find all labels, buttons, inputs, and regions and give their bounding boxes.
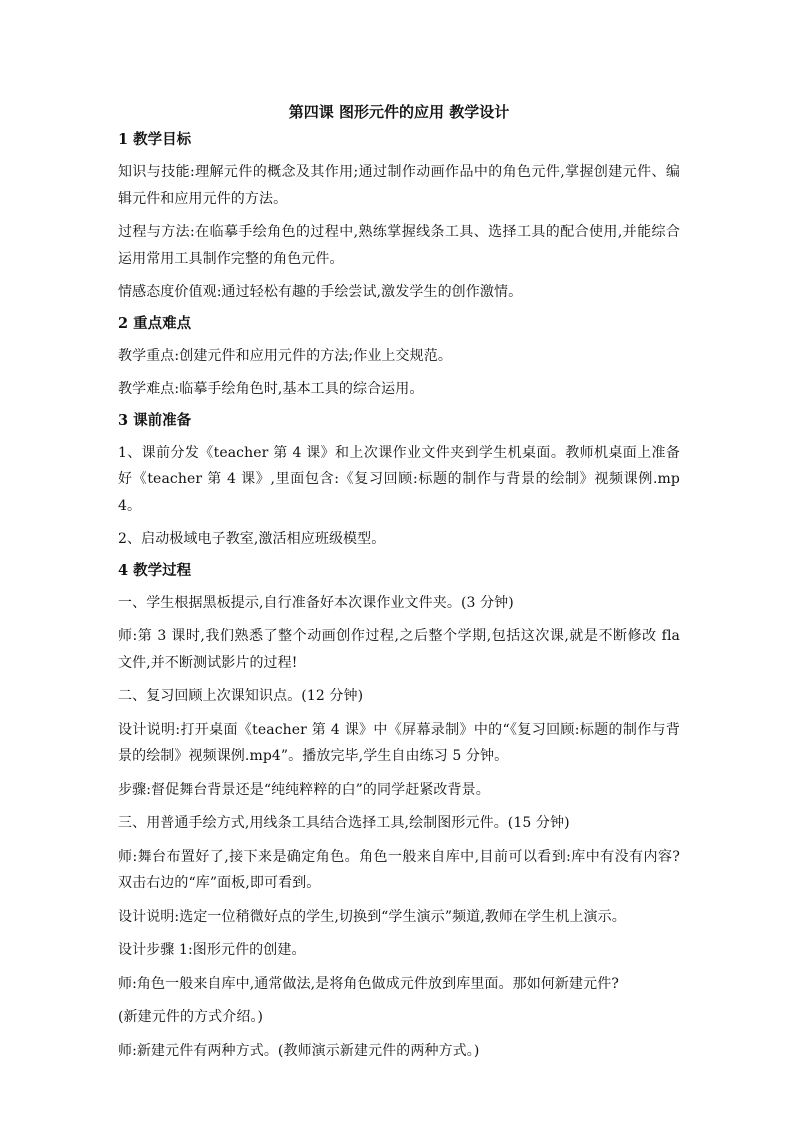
paragraph-attitude-values: 情感态度价值观:通过轻松有趣的手绘尝试,激发学生的创作激情。 [118,284,523,300]
paragraph-process-10: 师:角色一般来自库中,通常做法,是将角色做成元件放到库里面。那如何新建元件? [118,975,619,992]
paragraph-process-4: 设计说明:打开桌面《teacher 第 4 课》中《屏幕录制》中的“《复习回顾:标题的制作与背景的绘制》视频课例.mp4”。播放完毕,学生自由练习 5 分钟。 [118,721,680,764]
paragraph-key-point: 教学重点:创建元件和应用元件的方法;作业上交规范。 [118,347,452,364]
document-title: 第四课 图形元件的应用 教学设计 [288,103,510,121]
paragraph-process-9: 设计步骤 1:图形元件的创建。 [118,942,306,958]
paragraph-process-1: 一、学生根据黑板提示,自行准备好本次课作业文件夹。(3 分钟) [118,594,514,611]
paragraph-process-7: 师:舞台布置好了,接下来是确定角色。角色一般来自库中,目前可以看到:库中有没有内容?双击右边的“库”面板,即可看到。 [118,848,680,891]
paragraph-prep-2: 2、启动极域电子教室,激活相应班级模型。 [118,531,386,547]
paragraph-knowledge-skills: 知识与技能:理解元件的概念及其作用;通过制作动画作品中的角色元件,掌握创建元件、编辑元件和应用元件的方法。 [118,164,680,207]
paragraph-process-11: (新建元件的方式介绍。) [118,1009,264,1025]
paragraph-process-2: 师:第 3 课时,我们熟悉了整个动画创作过程,之后整个学期,包括这次课,就是不断修改 fla 文件,并不断测试影片的过程! [118,628,680,671]
paragraph-process-methods: 过程与方法:在临摹手绘角色的过程中,熟练掌握线条工具、选择工具的配合使用,并能综合运用常用工具制作完整的角色元件。 [118,224,680,267]
paragraph-process-5: 步骤:督促舞台背景还是“纯纯粹粹的白”的同学赶紧改背景。 [118,781,490,798]
document-body [118,101,680,1071]
section-heading-objectives: 1 教学目标 [118,131,192,148]
paragraph-process-3: 二、复习回顾上次课知识点。(12 分钟) [118,688,364,704]
paragraph-difficulty: 教学难点:临摹手绘角色时,基本工具的综合运用。 [118,381,424,397]
section-heading-process: 4 教学过程 [118,561,192,579]
paragraph-process-12: 师:新建元件有两种方式。(教师演示新建元件的两种方式。) [118,1042,480,1059]
paragraph-prep-1: 1、课前分发《teacher 第 4 课》和上次课作业文件夹到学生机桌面。教师机桌面上准备好《teacher 第 4 课》,里面包含:《复习回顾:标题的制作与背景的绘制》视频课例.mp4。 [118,444,680,514]
section-heading-key-points: 2 重点难点 [118,314,192,332]
paragraph-process-6: 三、用普通手绘方式,用线条工具结合选择工具,绘制图形元件。(15 分钟) [118,815,570,831]
section-heading-preparation: 3 课前准备 [118,411,192,429]
paragraph-process-8: 设计说明:选定一位稍微好点的学生,切换到“学生演示”频道,教师在学生机上演示。 [118,908,626,925]
